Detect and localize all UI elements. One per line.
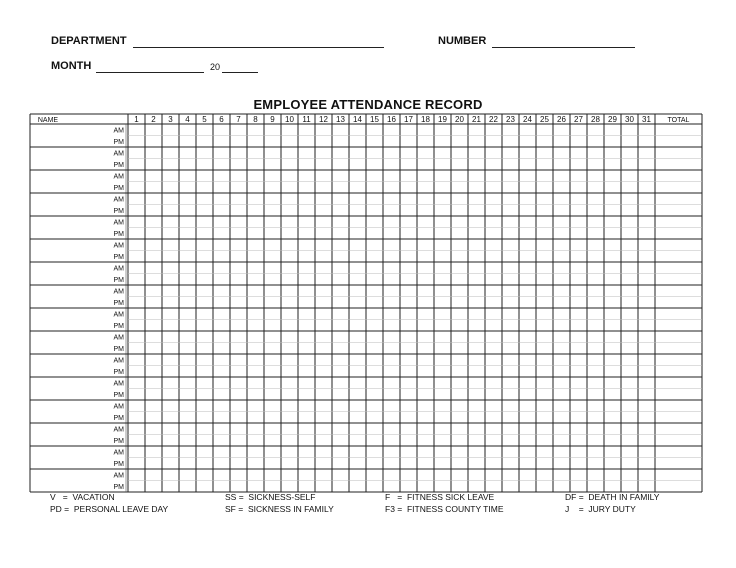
am-label: AM <box>113 449 124 457</box>
day-header: 9 <box>270 115 275 124</box>
day-header: 11 <box>302 115 311 124</box>
day-header: 30 <box>625 115 634 124</box>
legend-item-j: J = JURY DUTY <box>565 504 636 514</box>
am-label: AM <box>113 242 124 250</box>
day-header: 17 <box>404 115 413 124</box>
am-label: AM <box>113 265 124 273</box>
day-header: 2 <box>151 115 156 124</box>
legend-item-f: F = FITNESS SICK LEAVE <box>385 492 495 502</box>
pm-label: PM <box>113 208 124 215</box>
day-header: 23 <box>506 115 515 124</box>
day-header: 7 <box>236 115 241 124</box>
am-label: AM <box>113 150 124 158</box>
day-header: 16 <box>387 115 396 124</box>
day-header: 20 <box>455 115 464 124</box>
day-header: 12 <box>319 115 328 124</box>
month-label: MONTH <box>51 60 92 72</box>
pm-label: PM <box>113 323 124 330</box>
day-header: 22 <box>489 115 498 124</box>
pm-label: PM <box>113 392 124 399</box>
pm-label: PM <box>113 277 124 284</box>
am-label: AM <box>113 426 124 434</box>
legend-item-f3: F3 = FITNESS COUNTY TIME <box>385 504 504 514</box>
pm-label: PM <box>113 162 124 169</box>
day-header: 19 <box>438 115 447 124</box>
year-prefix: 20 <box>210 62 221 72</box>
day-header: 4 <box>185 115 190 124</box>
day-header: 24 <box>523 115 532 124</box>
legend-item-ss: SS = SICKNESS-SELF <box>225 492 316 502</box>
am-label: AM <box>113 219 124 227</box>
day-header: 10 <box>285 115 294 124</box>
day-header: 25 <box>540 115 549 124</box>
day-header: 1 <box>134 115 139 124</box>
pm-label: PM <box>113 461 124 468</box>
day-header: 29 <box>608 115 617 124</box>
pm-label: PM <box>113 185 124 192</box>
legend-item-v: V = VACATION <box>50 492 115 502</box>
am-label: AM <box>113 196 124 204</box>
day-header: 31 <box>642 115 651 124</box>
day-header: 18 <box>421 115 430 124</box>
department-label: DEPARTMENT <box>51 35 127 47</box>
legend-item-pd: PD = PERSONAL LEAVE DAY <box>50 504 169 514</box>
am-label: AM <box>113 472 124 480</box>
day-header: 21 <box>472 115 481 124</box>
day-header: 5 <box>202 115 207 124</box>
pm-label: PM <box>113 254 124 261</box>
name-header: NAME <box>37 117 59 124</box>
am-label: AM <box>113 127 124 135</box>
pm-label: PM <box>113 484 124 491</box>
am-label: AM <box>113 357 124 365</box>
am-label: AM <box>113 288 124 296</box>
am-label: AM <box>113 311 124 319</box>
am-label: AM <box>113 380 124 388</box>
day-header: 14 <box>353 115 362 124</box>
day-header: 27 <box>574 115 583 124</box>
pm-label: PM <box>113 139 124 146</box>
pm-label: PM <box>113 300 124 307</box>
day-header: 13 <box>336 115 345 124</box>
day-header: 3 <box>168 115 173 124</box>
pm-label: PM <box>113 346 124 353</box>
am-label: AM <box>113 173 124 181</box>
day-header: 28 <box>591 115 600 124</box>
day-header: 26 <box>557 115 566 124</box>
total-header: TOTAL <box>667 117 690 124</box>
pm-label: PM <box>113 415 124 422</box>
legend-item-sf: SF = SICKNESS IN FAMILY <box>225 504 334 514</box>
pm-label: PM <box>113 369 124 376</box>
day-header: 8 <box>253 115 258 124</box>
number-label: NUMBER <box>438 35 487 47</box>
am-label: AM <box>113 403 124 411</box>
day-header: 15 <box>370 115 379 124</box>
day-header: 6 <box>219 115 224 124</box>
pm-label: PM <box>113 438 124 445</box>
legend-item-df: DF = DEATH IN FAMILY <box>565 492 660 502</box>
am-label: AM <box>113 334 124 342</box>
pm-label: PM <box>113 231 124 238</box>
page-title: EMPLOYEE ATTENDANCE RECORD <box>253 97 483 112</box>
